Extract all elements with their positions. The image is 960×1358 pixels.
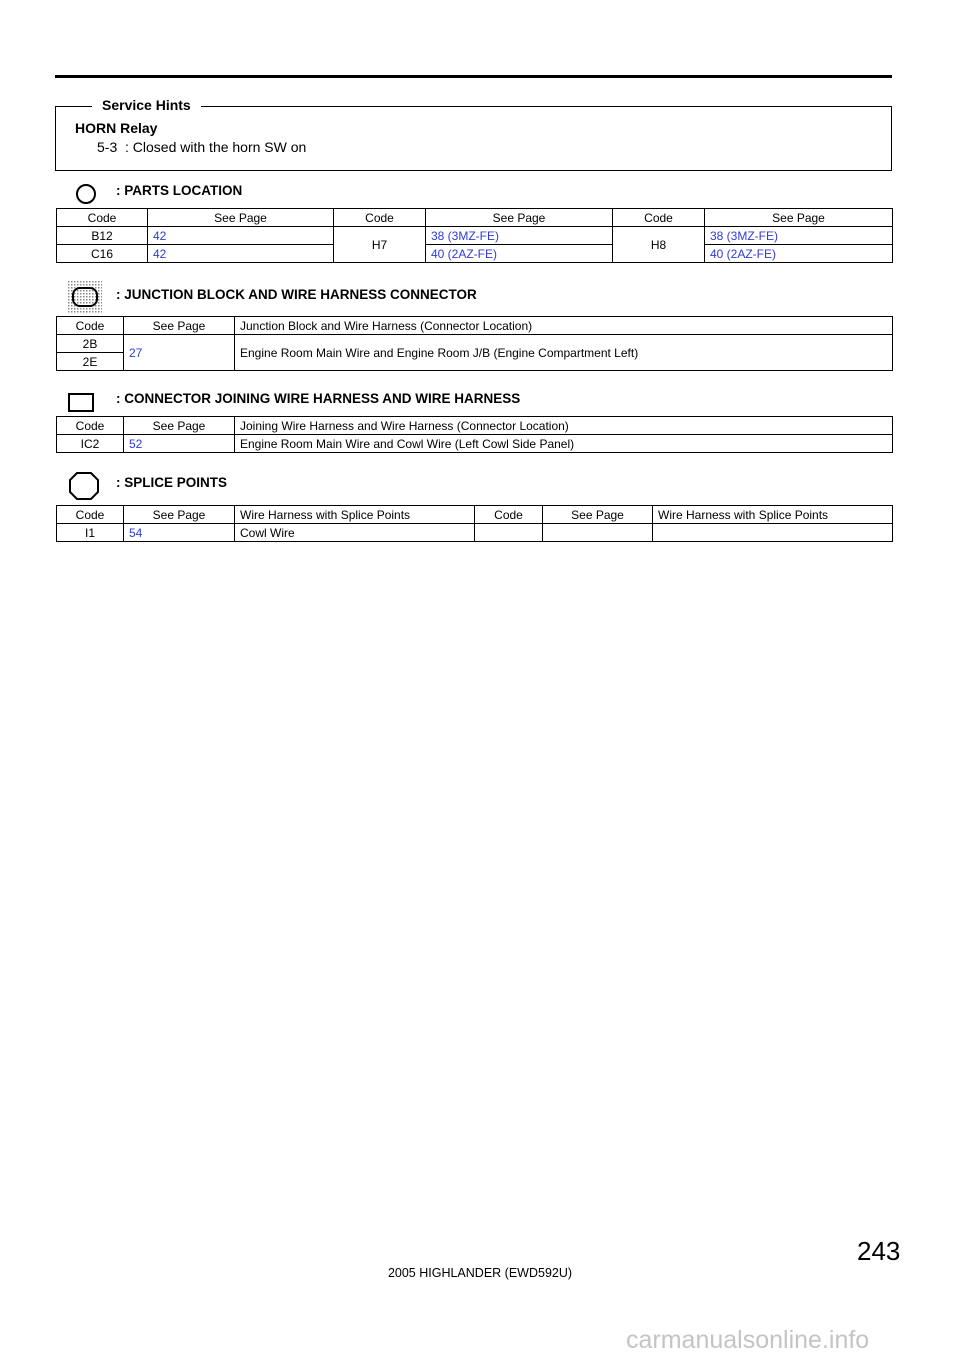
page-link[interactable]: 40 (2AZ-FE) bbox=[705, 245, 893, 263]
header-cell: Joining Wire Harness and Wire Harness (Connector Location) bbox=[235, 417, 893, 435]
top-rule bbox=[55, 75, 892, 78]
splice-points-table bbox=[56, 505, 893, 542]
code-cell: H7 bbox=[334, 227, 426, 263]
page-link[interactable]: 52 bbox=[124, 435, 235, 453]
header-cell: See Page bbox=[124, 506, 235, 524]
header-cell: Wire Harness with Splice Points bbox=[653, 506, 893, 524]
header-cell: Code bbox=[613, 209, 705, 227]
header-cell: See Page bbox=[124, 417, 235, 435]
table-row bbox=[57, 524, 893, 542]
location-cell: Engine Room Main Wire and Engine Room J/B (Engine Compartment Left) bbox=[235, 335, 893, 371]
parts-location-title: : PARTS LOCATION bbox=[116, 183, 243, 198]
header-cell: See Page bbox=[705, 209, 893, 227]
connector-joining-title: : CONNECTOR JOINING WIRE HARNESS AND WIRE HARNESS bbox=[116, 391, 521, 406]
code-cell: 2E bbox=[57, 353, 124, 371]
connector-rectangle-icon bbox=[68, 392, 96, 414]
page-link[interactable]: 27 bbox=[124, 335, 235, 371]
header-cell: See Page bbox=[124, 317, 235, 335]
service-hints-box bbox=[55, 97, 892, 171]
header-cell: See Page bbox=[148, 209, 334, 227]
table-header-row bbox=[57, 317, 893, 335]
parts-location-table bbox=[56, 208, 893, 263]
header-cell: Code bbox=[57, 317, 124, 335]
table-row bbox=[57, 245, 893, 263]
page-link[interactable]: 54 bbox=[124, 524, 235, 542]
page-link[interactable]: 42 bbox=[148, 227, 334, 245]
table-header-row bbox=[57, 209, 893, 227]
table-header-row bbox=[57, 506, 893, 524]
service-hints-line: 5-3 : Closed with the horn SW on bbox=[97, 139, 307, 155]
header-cell: Code bbox=[57, 506, 124, 524]
splice-octagon-icon bbox=[68, 471, 100, 501]
table-row bbox=[57, 335, 893, 353]
code-cell: I1 bbox=[57, 524, 124, 542]
page-number: 243 bbox=[857, 1236, 901, 1266]
code-cell: B12 bbox=[57, 227, 148, 245]
header-cell: Wire Harness with Splice Points bbox=[235, 506, 475, 524]
header-cell: Code bbox=[57, 209, 148, 227]
code-cell: C16 bbox=[57, 245, 148, 263]
table-header-row bbox=[57, 417, 893, 435]
connector-joining-table bbox=[56, 416, 893, 453]
empty-cell bbox=[475, 524, 543, 542]
harness-cell: Cowl Wire bbox=[235, 524, 475, 542]
service-hints-component: HORN Relay bbox=[75, 120, 158, 136]
service-hints-title: Service Hints bbox=[92, 97, 201, 113]
code-cell: IC2 bbox=[57, 435, 124, 453]
empty-cell bbox=[543, 524, 653, 542]
header-cell: See Page bbox=[426, 209, 613, 227]
table-row bbox=[57, 435, 893, 453]
page-link[interactable]: 40 (2AZ-FE) bbox=[426, 245, 613, 263]
page-link[interactable]: 42 bbox=[148, 245, 334, 263]
splice-points-title: : SPLICE POINTS bbox=[116, 475, 228, 490]
junction-block-hatched-icon bbox=[68, 281, 102, 313]
watermark: carmanualsonline.info bbox=[626, 1326, 870, 1354]
table-row bbox=[57, 227, 893, 245]
footer-model: 2005 HIGHLANDER (EWD592U) bbox=[387, 1266, 573, 1280]
location-cell: Engine Room Main Wire and Cowl Wire (Left Cowl Side Panel) bbox=[235, 435, 893, 453]
parts-location-circle-icon bbox=[75, 183, 97, 205]
header-cell: See Page bbox=[543, 506, 653, 524]
code-cell: 2B bbox=[57, 335, 124, 353]
header-cell: Code bbox=[475, 506, 543, 524]
page-link[interactable]: 38 (3MZ-FE) bbox=[426, 227, 613, 245]
page-link[interactable]: 38 (3MZ-FE) bbox=[705, 227, 893, 245]
empty-cell bbox=[653, 524, 893, 542]
code-cell: H8 bbox=[613, 227, 705, 263]
junction-block-table bbox=[56, 316, 893, 371]
header-cell: Code bbox=[57, 417, 124, 435]
header-cell: Junction Block and Wire Harness (Connector Location) bbox=[235, 317, 893, 335]
header-cell: Code bbox=[334, 209, 426, 227]
junction-block-title: : JUNCTION BLOCK AND WIRE HARNESS CONNECTOR bbox=[116, 287, 477, 302]
